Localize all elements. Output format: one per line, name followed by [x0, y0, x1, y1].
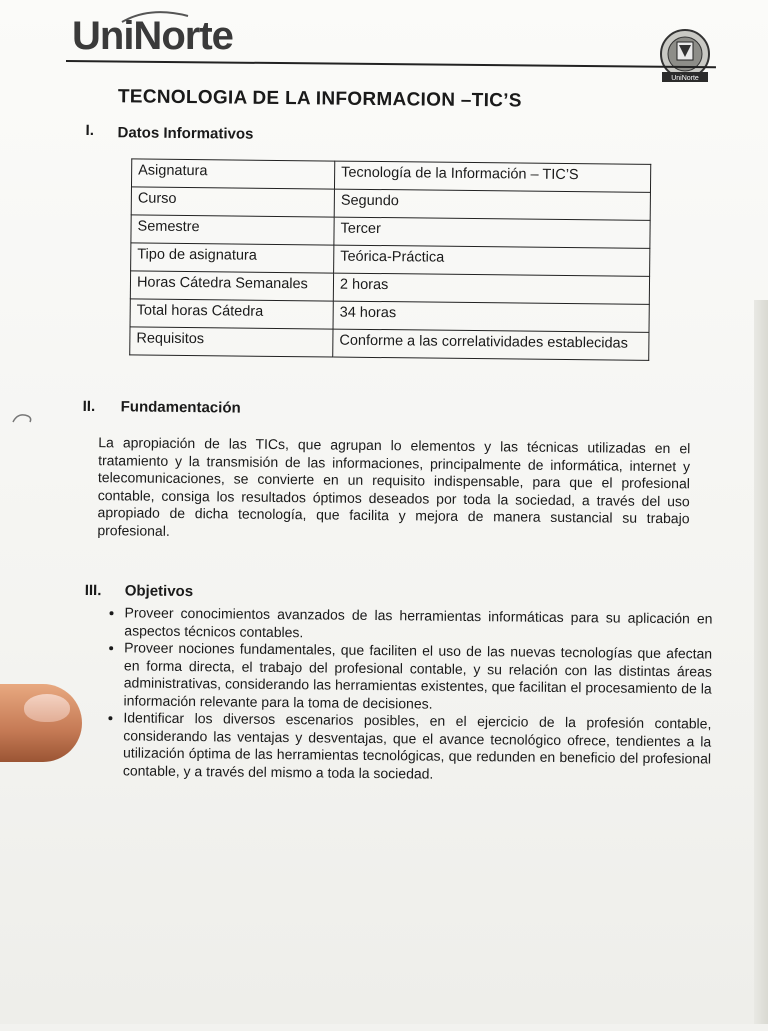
- section-1-heading: Datos Informativos: [117, 124, 254, 143]
- section-3-number: III.: [84, 581, 102, 600]
- university-logo: UniNorte: [72, 14, 233, 58]
- section-2-heading: Fundamentación: [120, 398, 241, 417]
- course-info-table: [129, 158, 651, 360]
- pen-mark-icon: [10, 408, 36, 430]
- section-3-heading: Objetivos: [124, 582, 194, 601]
- table-key-cell: Requisitos: [130, 327, 333, 357]
- table-value-cell: 34 horas: [333, 301, 649, 332]
- objectives-list: [97, 604, 713, 785]
- table-key-cell: Curso: [131, 187, 334, 217]
- table-key-cell: Horas Cátedra Semanales: [130, 271, 333, 301]
- table-value-cell: Segundo: [334, 189, 650, 220]
- table-value-cell: Tercer: [334, 217, 650, 248]
- table-row: [130, 327, 649, 360]
- document-title: TECNOLOGIA DE LA INFORMACION –TIC’S: [117, 86, 522, 112]
- section-2-number: II.: [82, 397, 96, 416]
- table-key-cell: Total horas Cátedra: [130, 299, 333, 329]
- list-item: • Identificar los diversos escenarios posibles, en el ejercicio de la profesión contable, considerando las ventajas y desventajas, que el avance tecnológico ofrece, tendientes a la utilización óptima de las herramientas tecnológicas, que redunden en beneficio del profesional contable, y a través del mismo a toda la sociedad.: [123, 709, 712, 785]
- table-key-cell: Asignatura: [131, 159, 334, 189]
- list-item: • Proveer conocimientos avanzados de las herramientas informáticas para su aplicación en aspectos técnicos contables.: [124, 604, 712, 645]
- seal-label: UniNorte: [671, 75, 699, 82]
- section-1-number: I.: [85, 121, 95, 140]
- table-key-cell: Semestre: [131, 215, 334, 245]
- fundamentacion-paragraph: La apropiación de las TICs, que agrupan lo elementos y las técnicas utilizadas en el tratamiento y la transmisión de las informaciones, principalmente de informática, internet y telecomunicaciones, se convierte en un requisito indispensable, para que el profesional contable, consiga los resultados óptimos deseados por toda la sociedad, a través del uso apropiado de dicha tecnología, que facilita y mejora de manera sustancial su trabajo profesional.: [97, 434, 691, 539]
- table-value-cell: 2 horas: [333, 273, 649, 304]
- table-value-cell: Conforme a las correlatividades establecidas: [333, 329, 649, 360]
- table-key-cell: Tipo de asignatura: [131, 243, 334, 273]
- table-value-cell: Teórica-Práctica: [334, 245, 650, 276]
- list-item: • Proveer nociones fundamentales, que faciliten el uso de las nuevas tecnologías que afectan en forma directa, el trabajo del profesional contable, y su relación con las distintas áreas administrativas, considerando las herramientas existentes, que facilitan el procesamiento de la información relevante para la toma de decisiones.: [124, 639, 713, 715]
- table-value-cell: Tecnología de la Información – TIC’S: [334, 161, 650, 192]
- thumbnail-image: [24, 694, 70, 722]
